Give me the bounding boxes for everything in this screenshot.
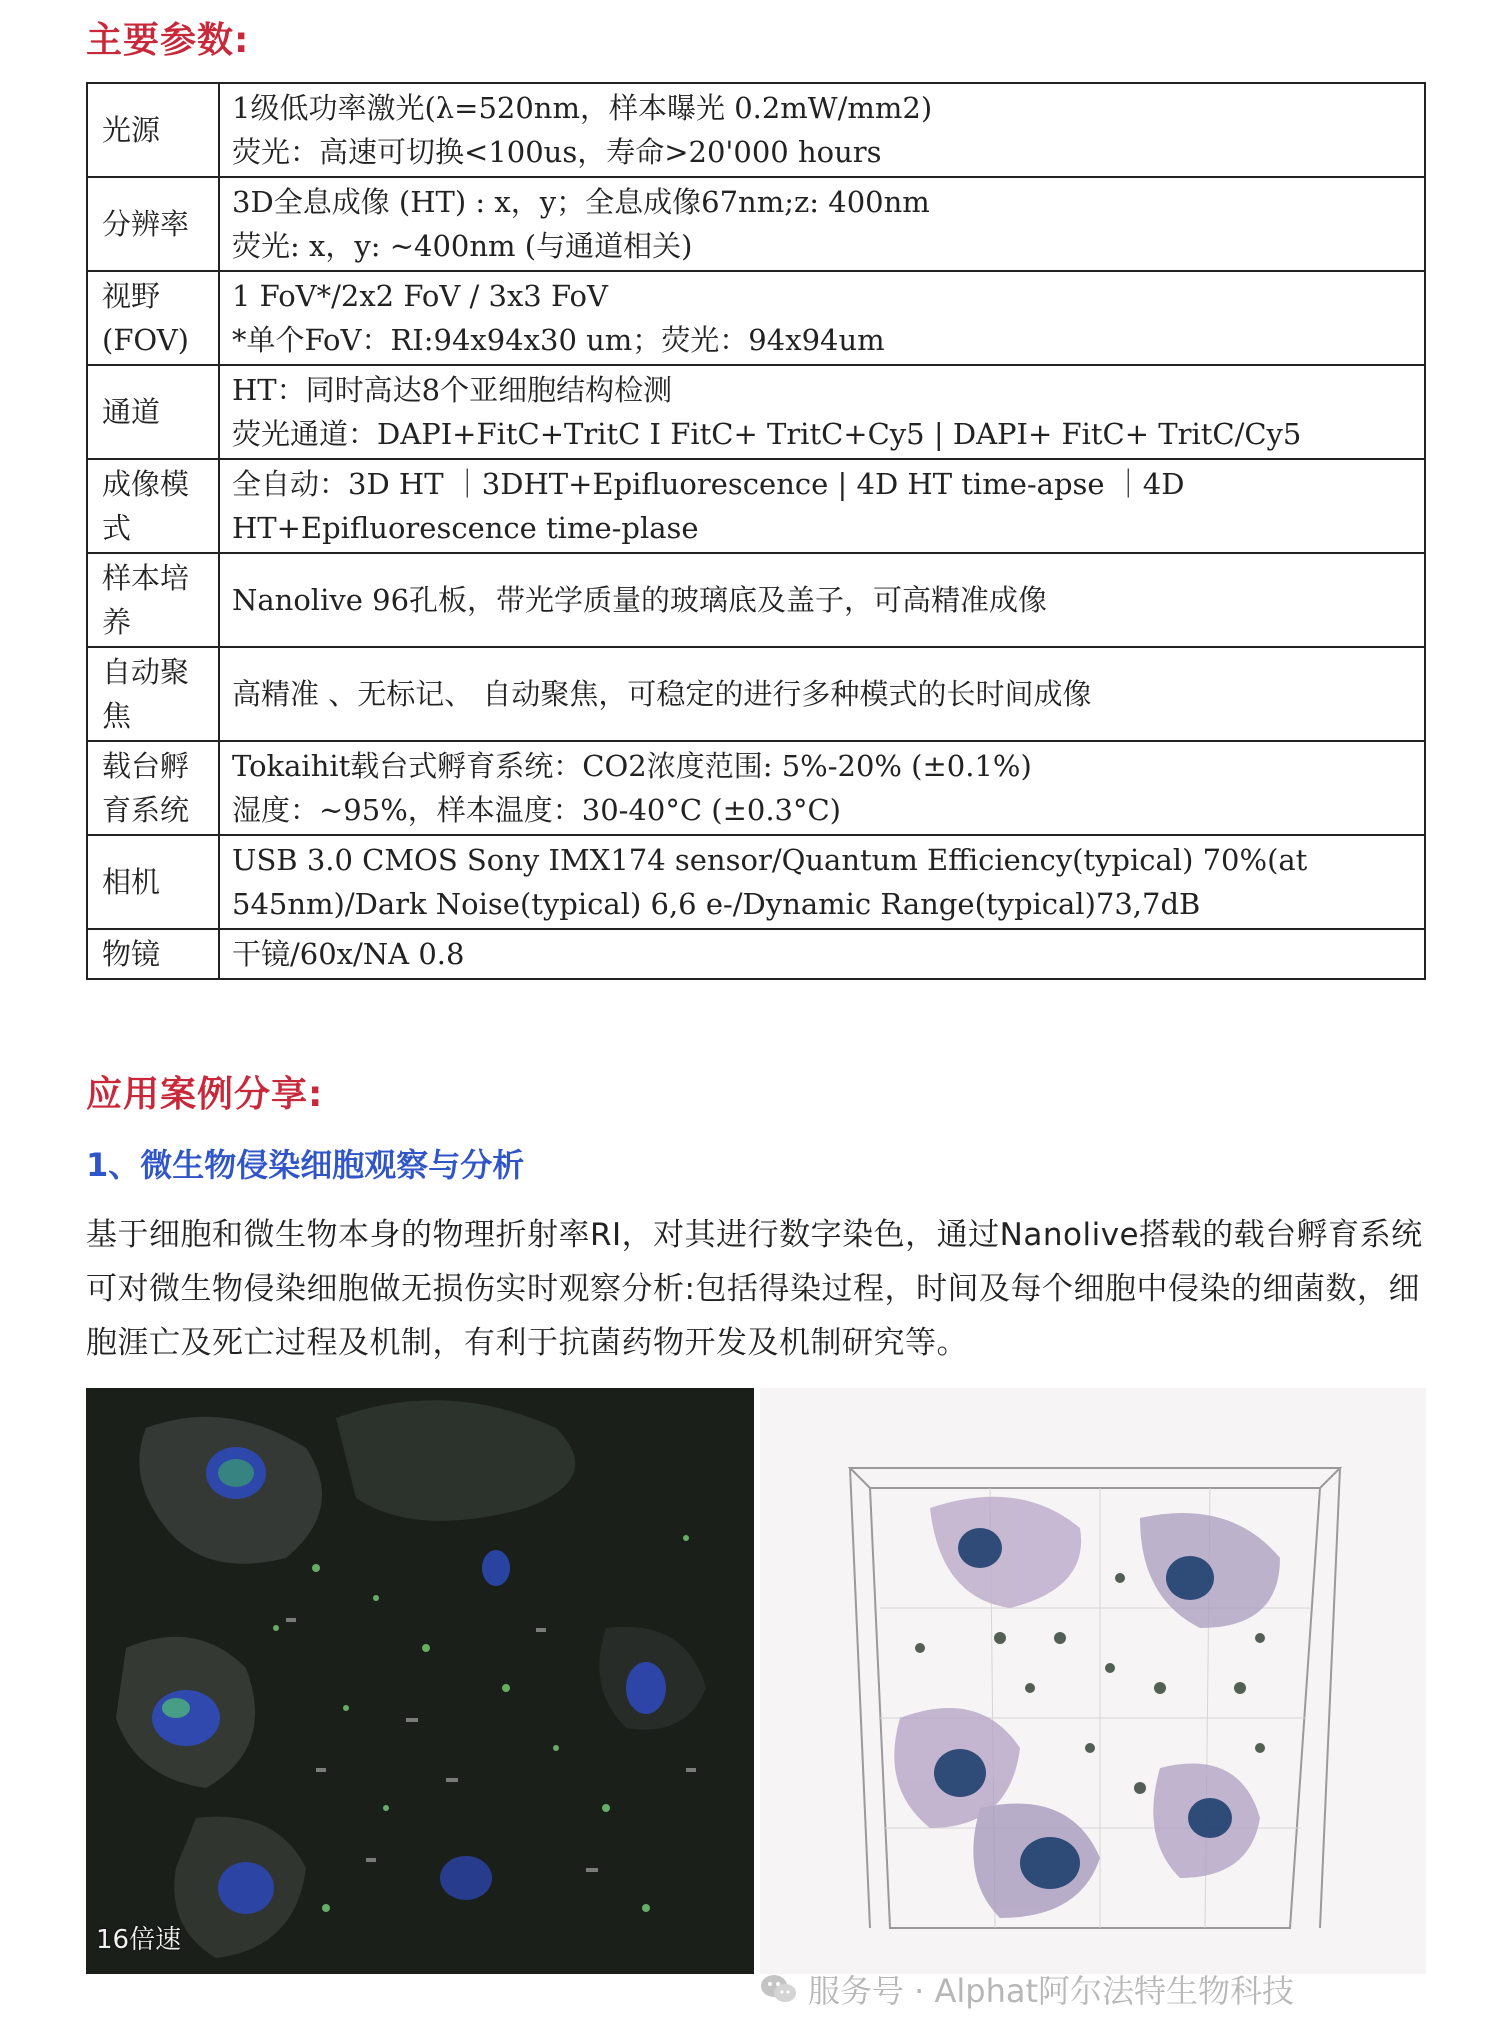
params-value [219,271,1425,365]
params-value-line: 高精准 、无标记、 自动聚焦，可稳定的进行多种模式的长时间成像 [232,677,1092,711]
params-row [87,929,1425,979]
params-label: 分辨率 [87,177,219,271]
params-label: 视野(FOV) [87,271,219,365]
params-row [87,459,1425,553]
params-row [87,177,1425,271]
fluorescence-video-panel[interactable] [86,1388,754,1974]
params-value-line: 湿度：~95%，样本温度：30-40°C (±0.3°C) [232,793,842,827]
params-value [219,835,1425,929]
params-label: 自动聚焦 [87,647,219,741]
params-value [219,365,1425,459]
params-label: 光源 [87,83,219,177]
params-value-line: Nanolive 96孔板，带光学质量的玻璃底及盖子，可高精准成像 [232,583,1048,617]
wechat-icon [760,1973,798,2005]
params-row [87,647,1425,741]
3d-render-panel[interactable] [760,1388,1426,1974]
playback-speed-label: 16倍速 [96,1925,182,1955]
params-value-line: HT：同时高达8个亚细胞结构检测 [232,373,673,407]
params-row [87,83,1425,177]
params-value-line: 1级低功率激光(λ=520nm，样本曝光 0.2mW/mm2) [232,91,933,125]
params-value-line: 荧光: x，y: ~400nm (与通道相关) [232,229,693,263]
params-row [87,741,1425,835]
params-value-line: 1 FoV*/2x2 FoV / 3x3 FoV [232,279,608,313]
params-row [87,835,1425,929]
params-value-line: Tokaihit载台式孵育系统：CO2浓度范围: 5%-20% (±0.1%) [232,749,1032,783]
footer-text: 服务号 · Alphat阿尔法特生物科技 [808,1972,1295,2010]
params-label: 载台孵育系统 [87,741,219,835]
params-value [219,83,1425,177]
params-value-line: 荧光：高速可切换<100us，寿命>20'000 hours [232,135,882,169]
case1-title: 1、微生物侵染细胞观察与分析 [86,1146,525,1184]
params-value [219,177,1425,271]
params-label: 样本培养 [87,553,219,647]
params-value-line: 全自动：3D HT ｜3DHT+Epifluorescence | 4D HT time-apse ｜4D HT+Epifluorescence time-plase [232,467,1185,545]
params-label: 成像模式 [87,459,219,553]
params-label: 通道 [87,365,219,459]
params-value [219,929,1425,979]
params-table [86,82,1426,980]
footer-watermark [760,1966,1294,2012]
case1-figure [86,1388,1426,1974]
params-value [219,647,1425,741]
params-value-line: *单个FoV：RI:94x94x30 um；荧光：94x94um [232,323,885,357]
params-row [87,271,1425,365]
3d-render-image [760,1388,1426,1974]
section-title-cases: 应用案例分享: [86,1074,324,1115]
case1-paragraph: 基于细胞和微生物本身的物理折射率RI，对其进行数字染色，通过Nanolive搭载的载台孵育系统可对微生物侵染细胞做无损伤实时观察分析:包括得染过程，时间及每个细胞中侵染的细菌数，细胞涯亡及死亡过程及机制，有利于抗菌药物开发及机制研究等。 [86,1217,1423,1361]
params-row [87,553,1425,647]
params-value-line: 3D全息成像 (HT) : x，y；全息成像67nm;z: 400nm [232,185,930,219]
params-label: 相机 [87,835,219,929]
fluorescence-image [86,1388,754,1974]
params-value-line: 荧光通道：DAPI+FitC+TritC I FitC+ TritC+Cy5 | DAPI+ FitC+ TritC/Cy5 [232,417,1302,451]
params-value [219,553,1425,647]
params-value [219,459,1425,553]
params-row [87,365,1425,459]
params-value-line: USB 3.0 CMOS Sony IMX174 sensor/Quantum Efficiency(typical) 70%(at 545nm)/Dark Noise(typical) 6,6 e-/Dynamic Range(typical)73,7dB [232,843,1308,921]
params-value-line: 干镜/60x/NA 0.8 [232,937,465,971]
params-label: 物镜 [87,929,219,979]
params-value [219,741,1425,835]
section-title-params: 主要参数: [86,20,250,61]
